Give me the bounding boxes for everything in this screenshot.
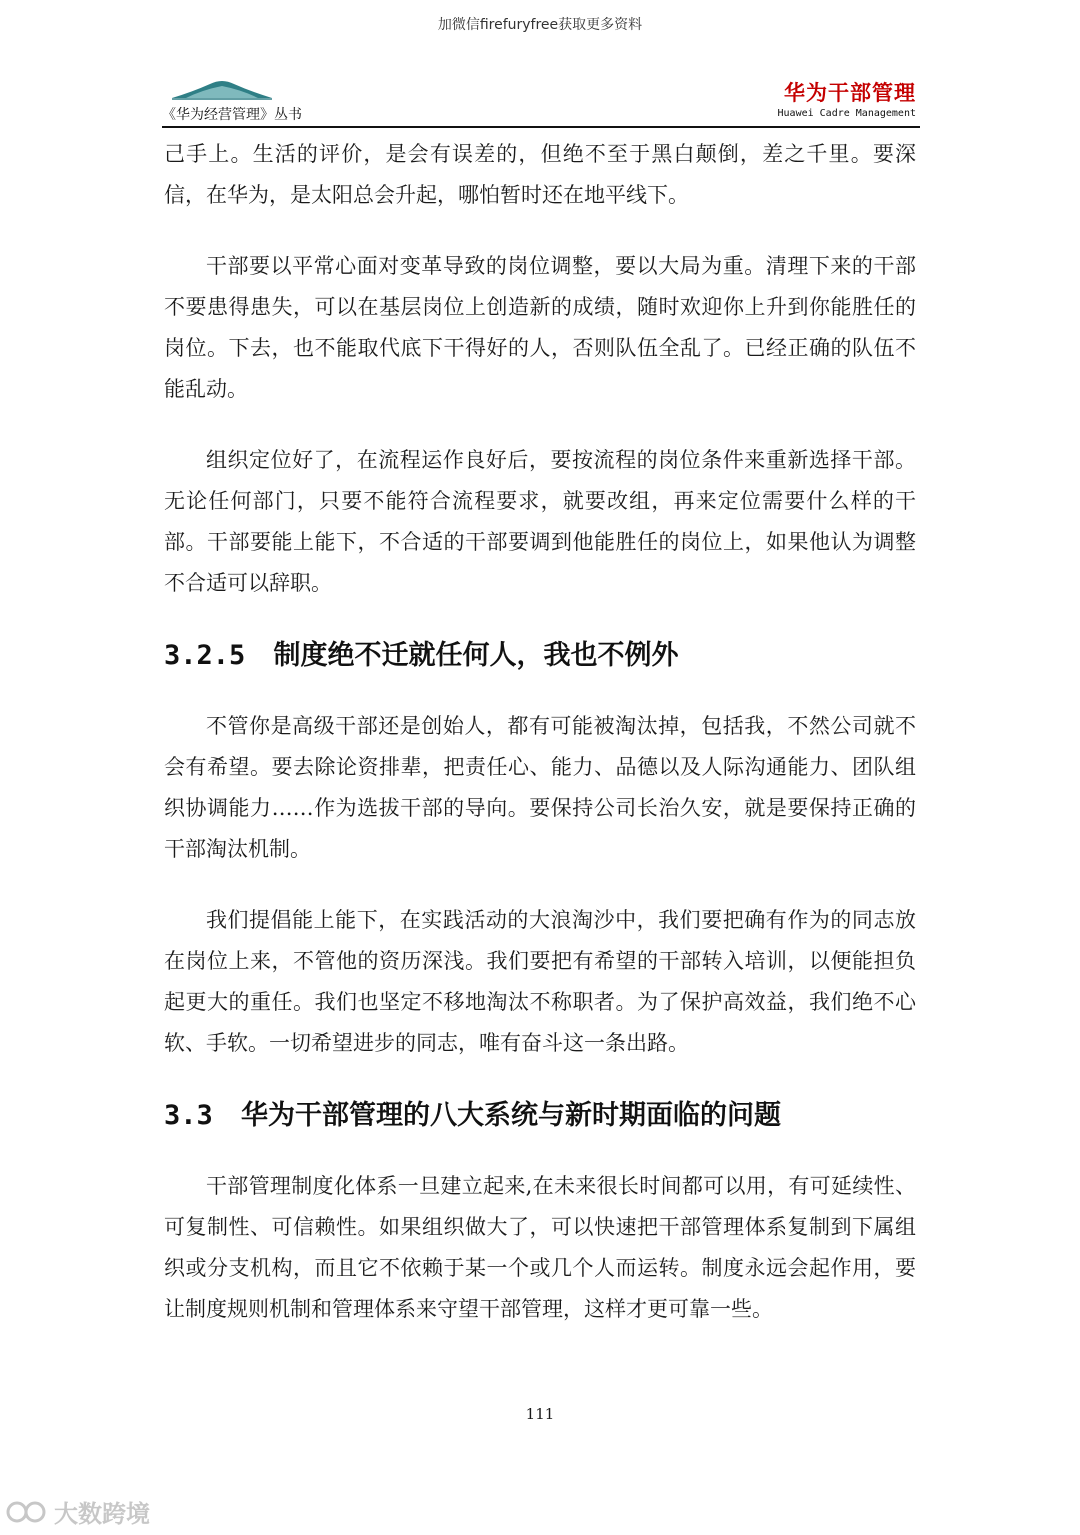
paragraph-continued: 己手上。生活的评价，是会有误差的，但绝不至于黑白颠倒，差之千里。要深信，在华为，是太阳总会升起，哪怕暂时还在地平线下。 (164, 142, 916, 207)
book-subtitle: Huawei Cadre Management (777, 108, 916, 119)
section-number: 3.3 (164, 1100, 213, 1131)
section-title: 制度绝不迁就任何人，我也不例外 (273, 640, 679, 671)
paragraph: 不管你是高级干部还是创始人，都有可能被淘汰掉，包括我，不然公司就不会有希望。要去除论资排辈，把责任心、能力、品德以及人际沟通能力、团队组织协调能力……作为选拔干部的导向。要保持公司长治久安，就是要保持正确的干部淘汰机制。 (164, 714, 916, 861)
section-number: 3.2.5 (164, 640, 246, 671)
top-note: 加微信firefuryfree获取更多资料 (437, 17, 643, 33)
paragraph: 组织定位好了，在流程运作良好后，要按流程的岗位条件来重新选择干部。无论任何部门，只要不能符合流程要求，就要改组，再来定位需要什么样的干部。干部要能上能下，不合适的干部要调到他能胜任的岗位上，如果他认为调整不合适可以辞职。 (164, 448, 916, 595)
paragraph: 我们提倡能上能下，在实践活动的大浪淘沙中，我们要把确有作为的同志放在岗位上来，不管他的资历深浅。我们要把有希望的干部转入培训，以便能担负起更大的重任。我们也坚定不移地淘汰不称职者。为了保护高效益，我们绝不心软、手软。一切希望进步的同志，唯有奋斗这一条出路。 (164, 908, 916, 1055)
paragraph: 干部要以平常心面对变革导致的岗位调整，要以大局为重。清理下来的干部不要患得患失，可以在基层岗位上创造新的成绩，随时欢迎你上升到你能胜任的岗位。下去，也不能取代底下干得好的人，否则队伍全乱了。已经正确的队伍不能乱动。 (164, 254, 916, 401)
watermark (6, 1494, 150, 1529)
section-title: 华为干部管理的八大系统与新时期面临的问题 (240, 1100, 781, 1131)
section-heading-3-3 (164, 1086, 916, 1146)
watermark-logo-icon (6, 1499, 50, 1525)
page-header (162, 70, 920, 124)
page-number: 111 (525, 1405, 555, 1423)
header-divider (162, 126, 920, 128)
series-name: 《华为经营管理》丛书 (162, 107, 302, 123)
section-heading-3-2-5 (164, 626, 916, 686)
paragraph: 干部管理制度化体系一旦建立起来,在未来很长时间都可以用，有可延续性、可复制性、可信赖性。如果组织做大了，可以快速把干部管理体系复制到下属组织或分支机构，而且它不依赖于某一个或几个人而运转。制度永远会起作用，要让制度规则机制和管理体系来守望干部管理，这样才更可靠一些。 (164, 1174, 916, 1321)
page-body (164, 134, 916, 1330)
watermark-text: 大数跨境 (54, 1500, 150, 1528)
book-title: 华为干部管理 (784, 81, 916, 105)
mountain-logo-icon (172, 78, 272, 100)
